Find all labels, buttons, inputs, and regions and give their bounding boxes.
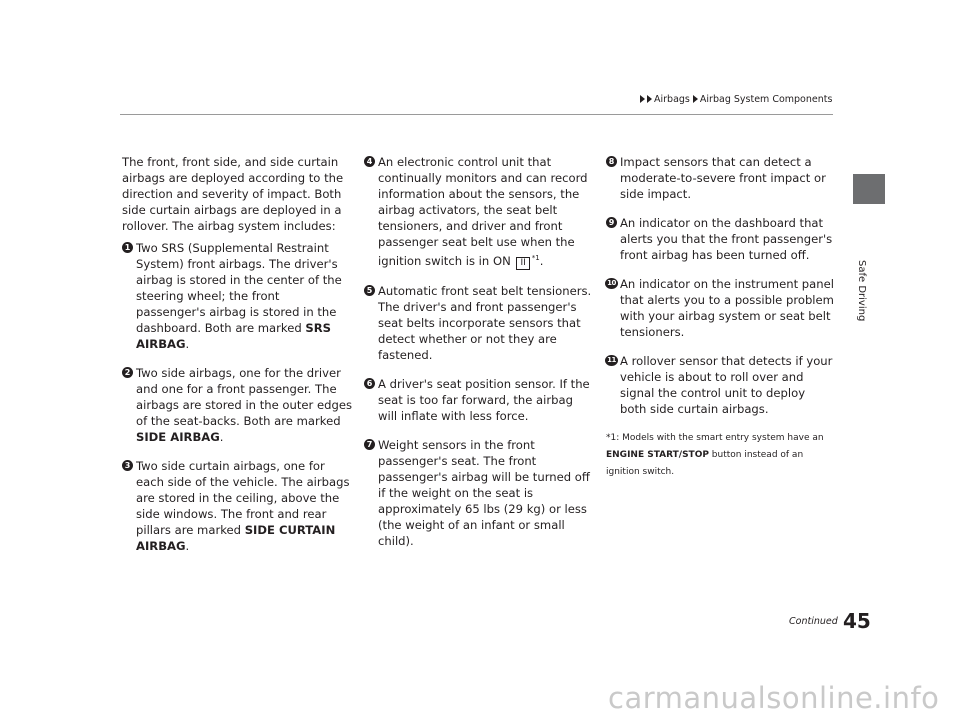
column-3 <box>606 154 834 481</box>
number-badge: 9 <box>606 217 617 228</box>
item-text: Two side airbags, one for the driver and one for a front passenger. The airbags are stored in the outer edges of the seat-backs. Both are marked <box>136 366 353 428</box>
number-badge: 3 <box>122 460 133 471</box>
footnote-rest: button instead of an ignition switch. <box>606 450 804 477</box>
column-2 <box>364 154 592 562</box>
number-badge: 7 <box>364 439 375 450</box>
item-tail: . <box>185 337 190 351</box>
list-item <box>606 276 834 340</box>
intro-text: The front, front side, and side curtain airbags are deployed according to the direction and severity of impact. Both side curtain airbags are deployed in a rollover. The airbag system includes: <box>122 155 344 233</box>
item-text: Weight sensors in the front passenger's seat. The front passenger's airbag will be turned off if the weight on the seat is approximately 65 lbs (29 kg) or less (the weight of an infant or small child). <box>378 437 590 548</box>
item-tail: . <box>219 430 224 444</box>
number-badge: 11 <box>605 355 618 366</box>
watermark: carmanualsonline.info <box>608 681 940 715</box>
item-text: Impact sensors that can detect a moderate-to-severe front impact or side impact. <box>620 155 826 201</box>
list-item <box>606 353 834 417</box>
breadcrumb-section[interactable]: Airbags <box>654 94 690 105</box>
item-bold: SRS AIRBAG <box>136 321 332 351</box>
list-item <box>364 154 592 270</box>
page-number: 45 <box>843 609 871 633</box>
footnote-bold: ENGINE START/STOP <box>606 450 709 460</box>
arrow-icon <box>640 95 645 103</box>
item-text: An electronic control unit that continually monitors and can record information about the sensors, the airbag activators, the seat belt tensioners, and driver and front passenger seat belt use when the ignition switch is in ON <box>378 155 588 268</box>
number-badge: 8 <box>606 156 617 167</box>
number-badge: 5 <box>364 285 375 296</box>
arrow-icon <box>647 95 652 103</box>
item-text: An indicator on the dashboard that alerts you that the front passenger's front airbag has been turned off. <box>620 216 833 262</box>
item-text: Automatic front seat belt tensioners. The driver's and front passenger's seat belts incorporate sensors that detect whether or not they are fastened. <box>378 283 592 362</box>
list-item <box>364 437 592 549</box>
number-badge: 6 <box>364 378 375 389</box>
continued-label: Continued <box>789 616 838 627</box>
side-tab-label: Safe Driving <box>856 260 867 322</box>
list-item <box>364 283 592 363</box>
item-text: An indicator on the instrument panel that alerts you to a possible problem with your airbag system or seat belt tensioners. <box>620 277 834 339</box>
number-badge: 10 <box>605 278 618 289</box>
footnote-ref[interactable]: *1 <box>531 254 540 262</box>
number-badge: 2 <box>122 367 133 378</box>
arrow-icon <box>693 95 698 103</box>
number-badge: 1 <box>122 242 133 253</box>
item-text: A rollover sensor that detects if your vehicle is about to roll over and signal the control unit to deploy both side curtain airbags. <box>620 354 833 416</box>
list-item <box>122 240 352 352</box>
item-text: Two SRS (Supplemental Restraint System) front airbags. The driver's airbag is stored in the center of the steering wheel; the front passenger's airbag is stored in the dashboard. Both are marked <box>136 241 342 335</box>
ignition-on-icon: II <box>516 257 529 270</box>
list-item <box>606 215 834 263</box>
breadcrumb-subsection: Airbag System Components <box>699 94 833 105</box>
item-text: A driver's seat position sensor. If the seat is too far forward, the airbag will inflate with less force. <box>378 376 590 423</box>
list-item <box>122 458 352 554</box>
list-item <box>122 365 352 445</box>
section-tab-marker <box>853 174 885 204</box>
item-tail: . <box>185 539 190 553</box>
item-bold: SIDE CURTAIN AIRBAG <box>136 523 336 553</box>
number-badge: 4 <box>364 156 375 167</box>
footnote-text: *1: Models with the smart entry system have an <box>606 433 824 443</box>
item-text: Two side curtain airbags, one for each side of the vehicle. The airbags are stored in the ceiling, above the side windows. The front and rear pillars are marked <box>136 459 350 537</box>
footnote <box>606 430 834 481</box>
item-tail: . <box>539 253 544 268</box>
column-1 <box>122 154 352 567</box>
list-item <box>364 376 592 424</box>
list-item <box>606 154 834 202</box>
breadcrumb <box>640 94 832 105</box>
header-rule <box>120 114 833 115</box>
item-bold: SIDE AIRBAG <box>136 430 220 444</box>
